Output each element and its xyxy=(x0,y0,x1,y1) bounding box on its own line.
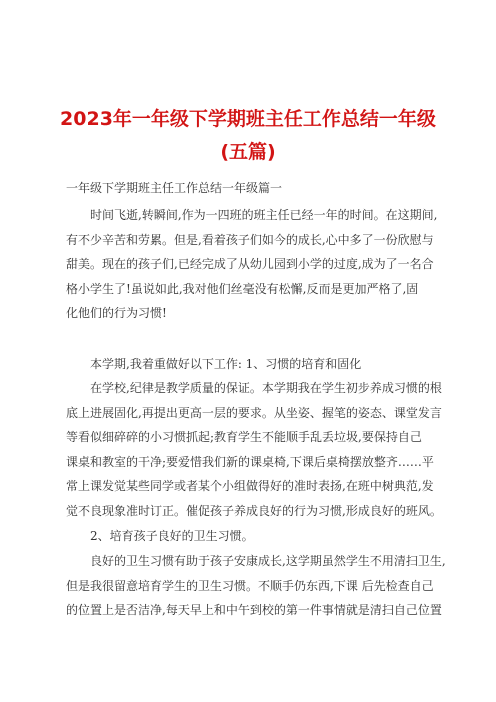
paragraph-line: 但是我很留意培育学生的卫生习惯。不顺手仍东西,下课 后先检查自己 xyxy=(66,578,434,593)
paragraph-line: 格小学生了!虽说如此,我对他们丝毫没有松懈,反而是更加严格了,固 xyxy=(66,281,419,296)
paragraph-line: 2、培育孩子良好的卫生习惯。 xyxy=(90,529,254,543)
paragraph-line: 化他们的行为习惯! xyxy=(66,306,167,321)
paragraph-hygiene xyxy=(66,549,446,623)
paragraph-line: 觉不良现象准时订正。催促孩子养成良好的行为习惯,形成良好的班风。 xyxy=(66,503,442,518)
paragraph-hygiene-heading xyxy=(66,524,432,549)
paragraph-line: 良好的卫生习惯有助于孩子安康成长,这学期虽然学生不用清扫卫生, xyxy=(90,554,446,568)
paragraph-line: 在学校,纪律是教学质量的保证。本学期我在学生初步养成习惯的根 xyxy=(90,381,442,395)
paragraph-line: 有不少辛苦和劳累。但是,看着孩子们如今的成长,心中多了一份欣慰与 xyxy=(66,232,434,247)
paragraph-line: 甜美。现在的孩子们,已经完成了从幼儿园到小学的过度,成为了一名合 xyxy=(66,257,434,272)
paragraph-line: 常上课发觉某些同学或者某个小组做得好的准时表扬,在班中树典范,发 xyxy=(66,479,434,494)
paragraph-intro xyxy=(66,203,438,326)
paragraph-habits xyxy=(66,376,442,524)
paragraph-line: 底上进展固化,再提出更高一层的要求。从坐姿、握笔的姿态、课堂发言 xyxy=(66,405,442,420)
paragraph-line: 课桌和教室的干净;要爱惜我们新的课桌椅,下课后桌椅摆放整齐……平 xyxy=(66,454,434,469)
paragraph-line: 等看似细碎碎的小习惯抓起;教育学生不能顺手乱丢垃圾,要保持自己 xyxy=(66,430,422,445)
paragraph-line: 的位置上是否洁净,每天早上和中午到校的第一件事情就是清扫自己位置 xyxy=(66,603,442,618)
document-title-line-2: (五篇) xyxy=(220,141,276,163)
paragraph-line: 本学期,我着重做好以下工作: 1、习惯的培育和固化 xyxy=(90,357,362,371)
paragraph-work-items xyxy=(66,352,432,377)
section-heading: 一年级下学期班主任工作总结一年级篇一 xyxy=(66,181,283,195)
paragraph-line: 时间飞逝,转瞬间,作为一四班的班主任已经一年的时间。在这期间, xyxy=(90,208,438,222)
document-title-line-1: 2023年一年级下学期班主任工作总结一年级 xyxy=(60,108,436,130)
